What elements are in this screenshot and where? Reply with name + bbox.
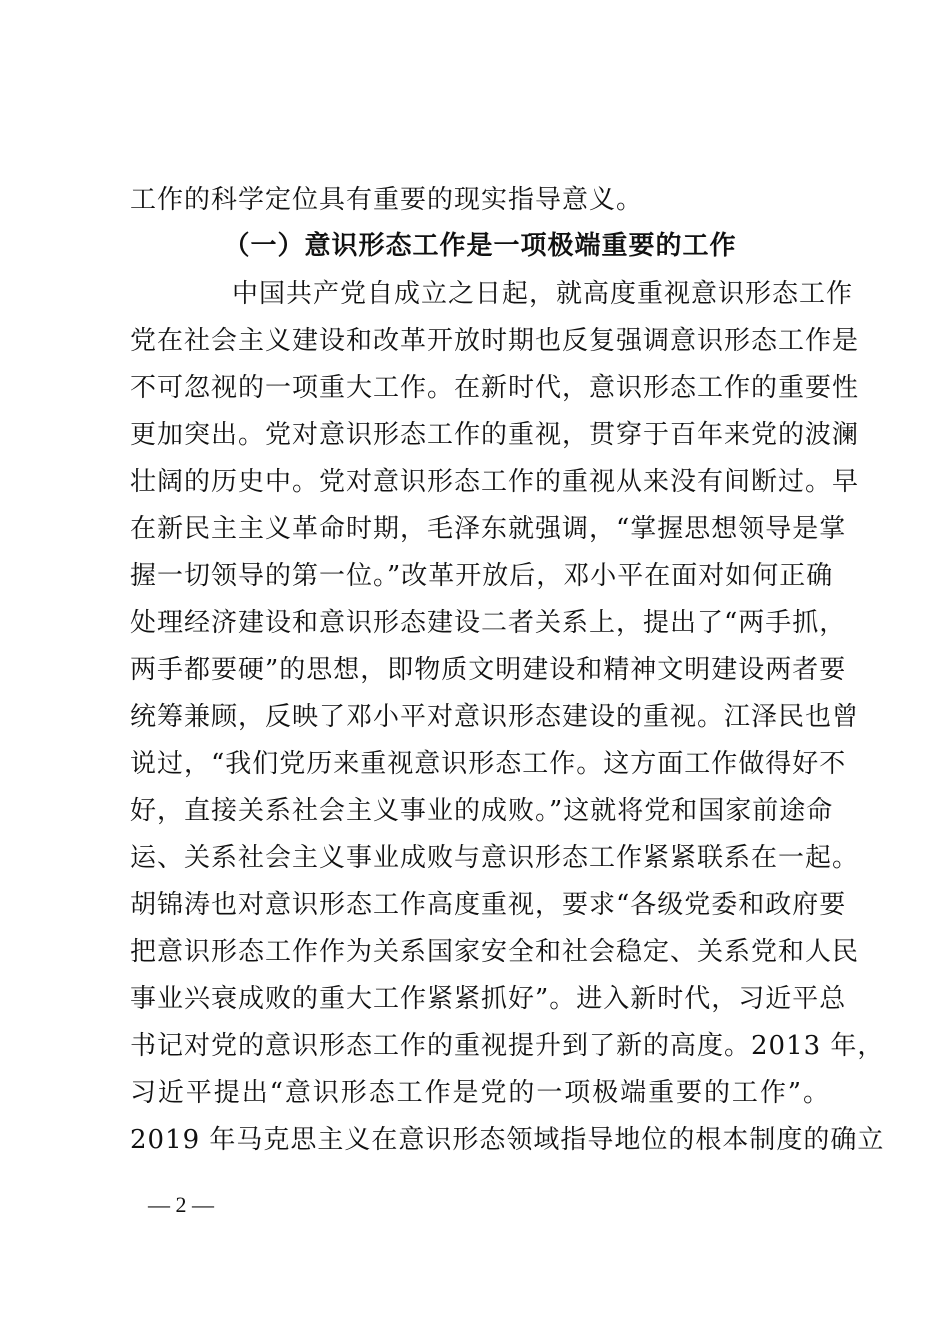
paragraph-line: 统筹兼顾，反映了邓小平对意识形态建设的重视。江泽民也曾 — [130, 702, 860, 732]
paragraph-line: 处理经济建设和意识形态建设二者关系上，提出了“两手抓， — [130, 608, 847, 638]
paragraph-line: 党在社会主义建设和改革开放时期也反复强调意识形态工作是 — [130, 326, 860, 356]
paragraph-line: 胡锦涛也对意识形态工作高度重视，要求“各级党委和政府要 — [130, 890, 847, 920]
paragraph-line: 2019 年马克思主义在意识形态领域指导地位的根本制度的确立 — [130, 1125, 885, 1155]
paragraph-line: 事业兴衰成败的重大工作紧紧抓好”。进入新时代，习近平总 — [130, 984, 847, 1014]
paragraph-line: 好，直接关系社会主义事业的成败。”这就将党和国家前途命 — [130, 796, 834, 826]
paragraph-line: 说过，“我们党历来重视意识形态工作。这方面工作做得好不 — [130, 749, 847, 779]
paragraph-line: 不可忽视的一项重大工作。在新时代，意识形态工作的重要性 — [130, 373, 860, 403]
opening-line: 工作的科学定位具有重要的现实指导意义。 — [130, 185, 644, 215]
paragraph-line: 更加突出。党对意识形态工作的重视，贯穿于百年来党的波澜 — [130, 420, 860, 450]
paragraph-line: 中国共产党自成立之日起，就高度重视意识形态工作 — [232, 279, 854, 309]
paragraph-line: 握一切领导的第一位。”改革开放后，邓小平在面对如何正确 — [130, 561, 834, 591]
paragraph-line: 书记对党的意识形态工作的重视提升到了新的高度。2013 年， — [130, 1031, 885, 1061]
page-number: — 2 — — [148, 1192, 214, 1217]
section-heading: （一）意识形态工作是一项极端重要的工作 — [223, 231, 737, 261]
paragraph-line: 壮阔的历史中。党对意识形态工作的重视从来没有间断过。早 — [130, 467, 860, 497]
paragraph-line: 两手都要硬”的思想，即物质文明建设和精神文明建设两者要 — [130, 655, 847, 685]
paragraph-line: 运、关系社会主义事业成败与意识形态工作紧紧联系在一起。 — [130, 843, 860, 873]
paragraph-line: 习近平提出“意识形态工作是党的一项极端重要的工作”。 — [130, 1078, 830, 1108]
paragraph-line: 把意识形态工作作为关系国家安全和社会稳定、关系党和人民 — [130, 937, 860, 967]
paragraph-line: 在新民主主义革命时期，毛泽东就强调，“掌握思想领导是掌 — [130, 514, 847, 544]
